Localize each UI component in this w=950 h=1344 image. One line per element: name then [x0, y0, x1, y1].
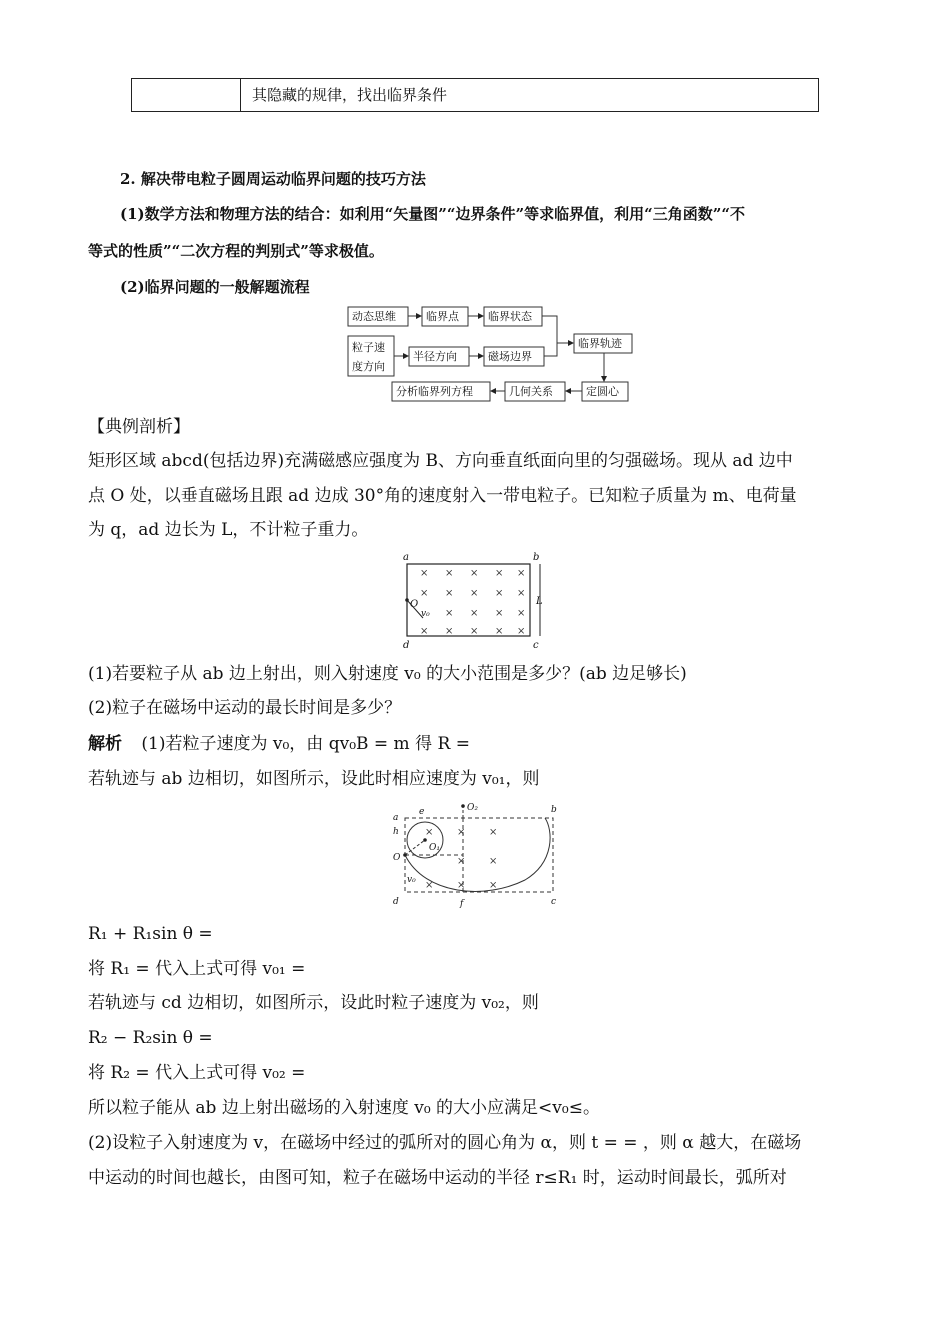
svg-text:×: ×	[470, 588, 479, 599]
solution-line: 将 R₂ = 代入上式可得 v₀₂ =	[88, 1063, 306, 1083]
svg-text:×: ×	[425, 827, 434, 838]
label-O: O	[393, 853, 401, 863]
svg-text:×: ×	[445, 568, 454, 579]
table-divider	[240, 79, 241, 111]
flow-node: 分析临界列方程	[396, 385, 473, 398]
solution-line: R₁ + R₁sin θ =	[88, 924, 213, 944]
table-cell: 其隐藏的规律，找出临界条件	[252, 86, 448, 104]
label-L: L	[536, 596, 543, 607]
flow-node: 定圆心	[586, 385, 619, 398]
label-O: O	[410, 599, 419, 610]
svg-text:×: ×	[495, 608, 504, 619]
label-e: e	[419, 807, 425, 817]
solution-line: 中运动的时间也越长，由图可知，粒子在磁场中运动的半径 r≤R₁ 时，运动时间最长，弧所对	[88, 1168, 787, 1188]
section-heading: 2. 解决带电粒子圆周运动临界问题的技巧方法	[120, 170, 426, 188]
svg-text:×: ×	[489, 880, 498, 891]
svg-text:×: ×	[445, 588, 454, 599]
section-title: 【典例剖析】	[88, 417, 190, 437]
label-v0: v₀	[407, 875, 416, 885]
label-b: b	[551, 805, 557, 815]
question-1: (1)若要粒子从 ab 边上射出，则入射速度 v₀ 的大小范围是多少？(ab 边足够长)	[88, 664, 687, 684]
label-a: a	[403, 552, 409, 563]
flowchart	[345, 304, 635, 404]
solution-label: 解析	[88, 734, 122, 754]
svg-text:×: ×	[517, 626, 526, 637]
svg-text:×: ×	[517, 588, 526, 599]
table-row	[131, 78, 819, 112]
solution-text: (1)若粒子速度为 v₀，由 qv₀B = m 得 R =	[141, 734, 470, 754]
flow-node: 半径方向	[413, 350, 457, 363]
solution-line: 所以粒子能从 ab 边上射出磁场的入射速度 v₀ 的大小应满足<v₀≤。	[88, 1098, 600, 1118]
svg-text:×: ×	[420, 568, 429, 579]
svg-text:×: ×	[425, 880, 434, 891]
label-c: c	[551, 897, 557, 907]
svg-text:×: ×	[489, 827, 498, 838]
flow-node: 临界轨迹	[578, 337, 622, 350]
flow-node: 几何关系	[509, 385, 553, 398]
solution-line	[88, 727, 868, 761]
svg-text:×: ×	[470, 608, 479, 619]
paragraph: (1)数学方法和物理方法的结合：如利用“矢量图”“边界条件”等求临界值，利用“三角函数”“不	[120, 205, 746, 223]
svg-text:×: ×	[495, 626, 504, 637]
flow-node: 动态思维	[352, 310, 396, 323]
label-d: d	[393, 897, 399, 907]
flow-node: 临界点	[426, 310, 459, 323]
question-2: (2)粒子在磁场中运动的最长时间是多少？	[88, 698, 402, 718]
solution-line: (2)设粒子入射速度为 v，在磁场中经过的弧所对的圆心角为 α，则 t = = ，则 α 越大，在磁场	[88, 1133, 802, 1153]
label-O1: O₁	[429, 843, 440, 853]
solution-line: 将 R₁ = 代入上式可得 v₀₁ =	[88, 959, 306, 979]
figure-tracks	[385, 800, 565, 912]
paragraph: (2)临界问题的一般解题流程	[120, 278, 310, 296]
solution-line: 若轨迹与 cd 边相切，如图所示，设此时粒子速度为 v₀₂，则	[88, 993, 539, 1013]
svg-text:×: ×	[495, 568, 504, 579]
flow-node: 度方向	[352, 360, 385, 373]
svg-text:×: ×	[457, 880, 466, 891]
label-c: c	[533, 640, 539, 651]
label-b: b	[533, 552, 540, 563]
paragraph: 为 q，ad 边长为 L，不计粒子重力。	[88, 520, 369, 540]
label-v0: v₀	[421, 609, 430, 619]
svg-text:×: ×	[420, 626, 429, 637]
label-d: d	[403, 640, 410, 651]
svg-text:×: ×	[445, 608, 454, 619]
svg-text:×: ×	[495, 588, 504, 599]
solution-line: 若轨迹与 ab 边相切，如图所示，设此时相应速度为 v₀₁，则	[88, 769, 540, 789]
flow-node: 临界状态	[488, 310, 532, 323]
paragraph: 等式的性质”“二次方程的判别式”等求极值。	[88, 242, 384, 260]
svg-text:×: ×	[420, 588, 429, 599]
label-f: f	[460, 899, 464, 909]
svg-text:×: ×	[470, 626, 479, 637]
svg-text:×: ×	[517, 608, 526, 619]
svg-text:×: ×	[457, 827, 466, 838]
label-h: h	[393, 827, 399, 837]
solution-line: R₂ − R₂sin θ =	[88, 1028, 213, 1048]
svg-text:×: ×	[517, 568, 526, 579]
svg-text:×: ×	[470, 568, 479, 579]
paragraph: 矩形区域 abcd(包括边界)充满磁感应强度为 B、方向垂直纸面向里的匀强磁场。现从 ad 边中	[88, 451, 793, 471]
paragraph: 点 O 处，以垂直磁场且跟 ad 边成 30°角的速度射入一带电粒子。已知粒子质量为 m、电荷量	[88, 486, 797, 506]
flow-node: 磁场边界	[488, 350, 532, 363]
figure-field	[395, 550, 555, 652]
label-O2: O₂	[467, 803, 478, 813]
svg-text:×: ×	[489, 856, 498, 867]
svg-text:×: ×	[445, 626, 454, 637]
svg-text:×: ×	[457, 856, 466, 867]
flow-node: 粒子速	[352, 341, 385, 354]
label-a: a	[393, 813, 399, 823]
